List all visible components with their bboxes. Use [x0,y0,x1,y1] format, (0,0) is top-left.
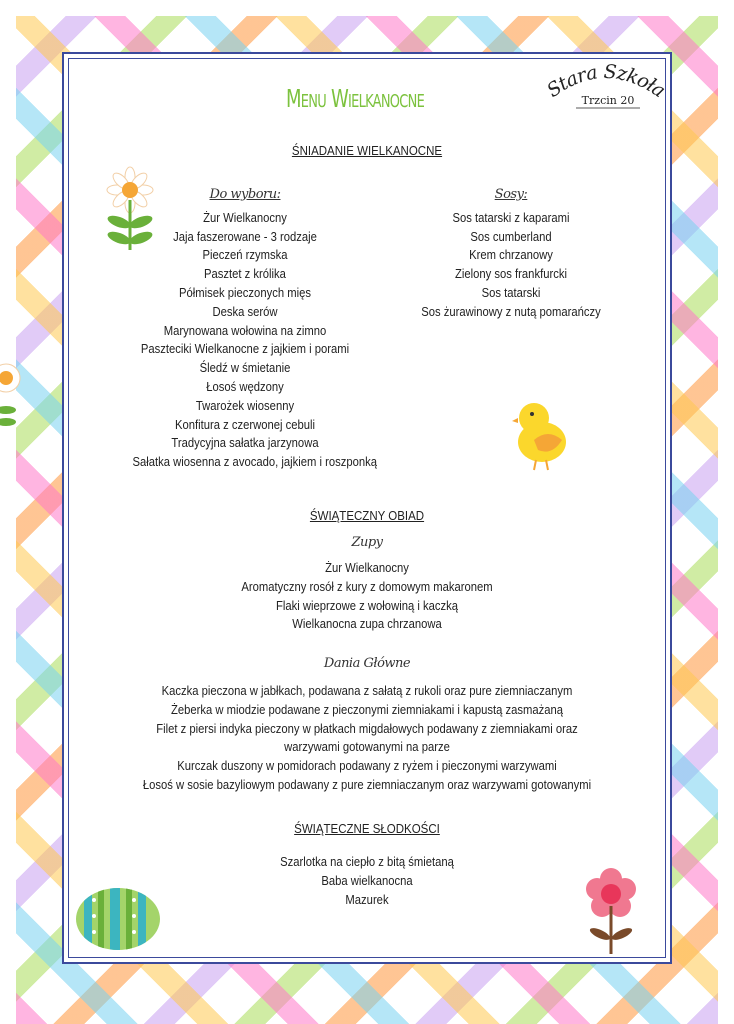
easter-egg-icon [74,886,162,952]
menu-item: Sos żurawinowy z nutą pomarańczy [421,304,601,319]
menu-item: Krem chrzanowy [469,248,553,263]
sauces-label: Sosy: [494,187,528,202]
menu-item: Żeberka w miodzie podawane z pieczonymi ziemniakami i kapustą zasmażaną [170,702,564,717]
menu-item: Wielkanocna zupa chrzanowa [292,617,442,632]
menu-item: Deska serów [212,304,278,319]
menu-item: Twarożek wiosenny [195,398,295,413]
sweets-heading: ŚWIĄTECZNE SŁODKOŚCI [294,822,440,836]
menu-item: Sos cumberland [470,229,552,244]
breakfast-heading: ŚNIADANIE WIELKANOCNE [291,144,443,158]
mains-list [62,682,672,795]
logo-name: Stara Szkoła [543,60,669,102]
menu-item: Baba wielkanocna [321,873,413,888]
menu-item: Sos tatarski z kaparami [452,210,570,225]
menu-item: Aromatyczny rosół z kury z domowym makaronem [241,579,493,594]
logo-address: Trzcin 20 [581,94,635,107]
menu-item: Pieczeń rzymska [202,248,288,263]
menu-item: Żur Wielkanocny [203,210,287,225]
menu-item: Filet z piersi indyka pieczony w płatkach migdałowych podawany z ziemniakami oraz [156,721,578,736]
menu-item: Szarlotka na ciepło z bitą śmietaną [280,855,454,869]
menu-item: Półmisek pieczonych mięs [179,285,311,300]
menu-item: Mazurek [345,892,389,907]
dinner-heading: ŚWIĄTECZNY OBIAD [309,509,425,523]
menu-item: Kaczka pieczona w jabłkach, podawana z sałatą z rukoli oraz pure ziemniaczanym [161,684,573,698]
menu-item: Marynowana wołowina na zimno [163,323,327,338]
pink-flower-icon [578,864,644,956]
breakfast-choice-column [120,186,378,472]
menu-item: Pasztet z królika [204,267,286,282]
choice-label: Do wyboru: [209,187,281,202]
menu-item: Konfitura z czerwonej cebuli [174,417,316,432]
menu-item: Zielony sos frankfurcki [455,267,567,282]
menu-item: Łosoś w sosie bazyliowym podawany z pure ziemniaczanym oraz warzywami gotowanymi [142,777,592,792]
menu-item: Paszteciki Wielkanocne z jajkiem i porami [140,342,350,357]
menu-item: Sałatka wiosenna z avocado, jajkiem i roszponką [132,455,378,470]
breakfast-sauces-column [400,186,622,322]
menu-item: Śledź w śmietanie [199,361,291,376]
daisy-icon [104,166,156,252]
mains-label: Dania Główne [323,656,411,671]
chick-icon [512,398,574,474]
menu-item: Żur Wielkanocny [325,561,409,575]
side-daisy-icon [0,352,22,432]
menu-title: Menu Wielkanocne [285,84,425,113]
menu-item: warzywami gotowanymi na parze [284,740,450,755]
menu-item: Flaki wieprzowe z wołowiną i kaczką [276,598,458,613]
stara-szkola-logo [540,58,670,118]
menu-item: Łosoś wędzony [206,379,284,394]
menu-item: Kurczak duszony w pomidorach podawany z ryżem i pieczonymi warzywami [177,759,557,774]
menu-item: Sos tatarski [481,285,541,300]
soups-list [62,559,672,634]
menu-item: Tradycyjna sałatka jarzynowa [171,436,319,451]
soups-label: Zupy [351,535,383,550]
menu-item: Jaja faszerowane - 3 rodzaje [173,229,317,244]
